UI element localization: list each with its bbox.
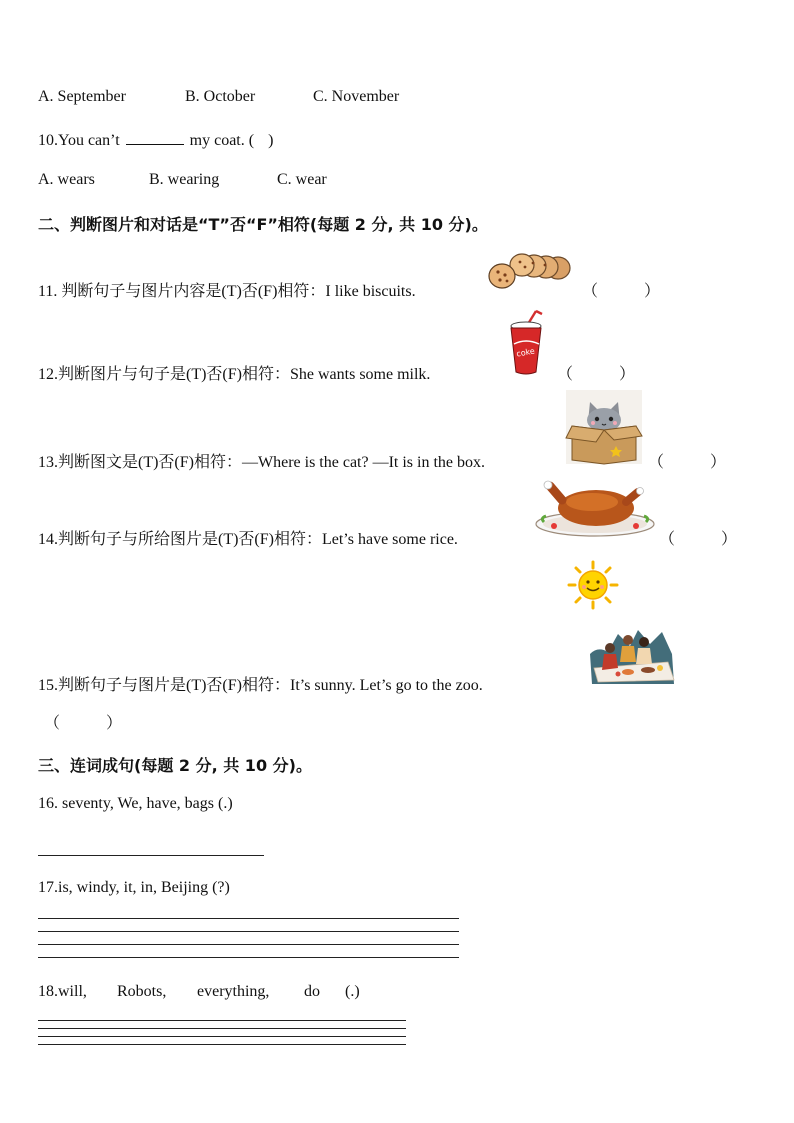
question-13: 13.判断图文是(T)否(F)相符：—Where is the cat? —It is in the box.	[38, 454, 486, 471]
picnic-image	[588, 624, 676, 684]
biscuit-icon	[489, 254, 570, 288]
question-16: 16. seventy, We, have, bags (.)	[38, 795, 233, 812]
q12-answer-paren[interactable]: （ ）	[557, 366, 636, 383]
q17-answer-line[interactable]	[38, 944, 459, 945]
cola-cup-image	[506, 310, 546, 376]
q10-option-b: B. wearing	[149, 171, 220, 188]
roast-turkey-image	[534, 478, 656, 540]
question-12: 12.判断图片与句子是(T)否(F)相符：She wants some milk.	[38, 366, 431, 383]
q18-answer-line[interactable]	[38, 1020, 406, 1021]
q18-answer-line[interactable]	[38, 1044, 406, 1045]
q9-option-a: A. September	[38, 88, 126, 105]
q10-text-after: my coat. (	[185, 132, 255, 149]
q11-answer-paren[interactable]: （ ）	[582, 283, 661, 300]
q17-answer-line[interactable]	[38, 957, 459, 958]
question-18-word: (.)	[345, 983, 360, 1000]
q17-answer-line[interactable]	[38, 931, 459, 932]
q14-answer-paren[interactable]: （ ）	[659, 531, 738, 548]
section-3-heading: 三、连词成句(每题 2 分, 共 10 分)。	[38, 756, 312, 775]
question-17: 17.is, windy, it, in, Beijing (?)	[38, 879, 230, 896]
question-18-word: Robots,	[117, 983, 167, 1000]
question-15: 15.判断句子与图片是(T)否(F)相符：It’s sunny. Let’s go to the zoo.	[38, 677, 483, 694]
cup-label: coke	[515, 346, 536, 359]
q15-answer-paren[interactable]: （ ）	[44, 715, 123, 732]
q17-answer-line[interactable]	[38, 918, 459, 919]
q9-option-c: C. November	[313, 88, 400, 105]
question-18-word: everything,	[197, 983, 270, 1000]
biscuits-image	[488, 250, 572, 292]
q16-answer-line[interactable]	[38, 855, 264, 856]
question-11: 11. 判断句子与图片内容是(T)否(F)相符：I like biscuits.	[38, 283, 416, 300]
q10-text-before: 10.You can’t	[38, 132, 124, 149]
question-18-word: 18.will,	[38, 983, 87, 1000]
question-18-word: do	[304, 983, 320, 1000]
sun-icon	[566, 560, 620, 610]
question-10	[38, 130, 273, 150]
cat-in-box-image	[566, 390, 642, 464]
q10-paren-close: )	[268, 132, 274, 149]
q10-blank[interactable]	[126, 130, 184, 145]
q10-option-a: A. wears	[38, 171, 95, 188]
q10-option-c: C. wear	[277, 171, 327, 188]
q18-answer-line[interactable]	[38, 1028, 406, 1029]
question-14: 14.判断句子与所给图片是(T)否(F)相符：Let’s have some rice.	[38, 531, 458, 548]
q9-option-b: B. October	[185, 88, 256, 105]
section-2-heading: 二、判断图片和对话是“T”否“F”相符(每题 2 分, 共 10 分)。	[38, 215, 488, 234]
q13-answer-paren[interactable]: （ ）	[648, 454, 727, 471]
q18-answer-line[interactable]	[38, 1036, 406, 1037]
